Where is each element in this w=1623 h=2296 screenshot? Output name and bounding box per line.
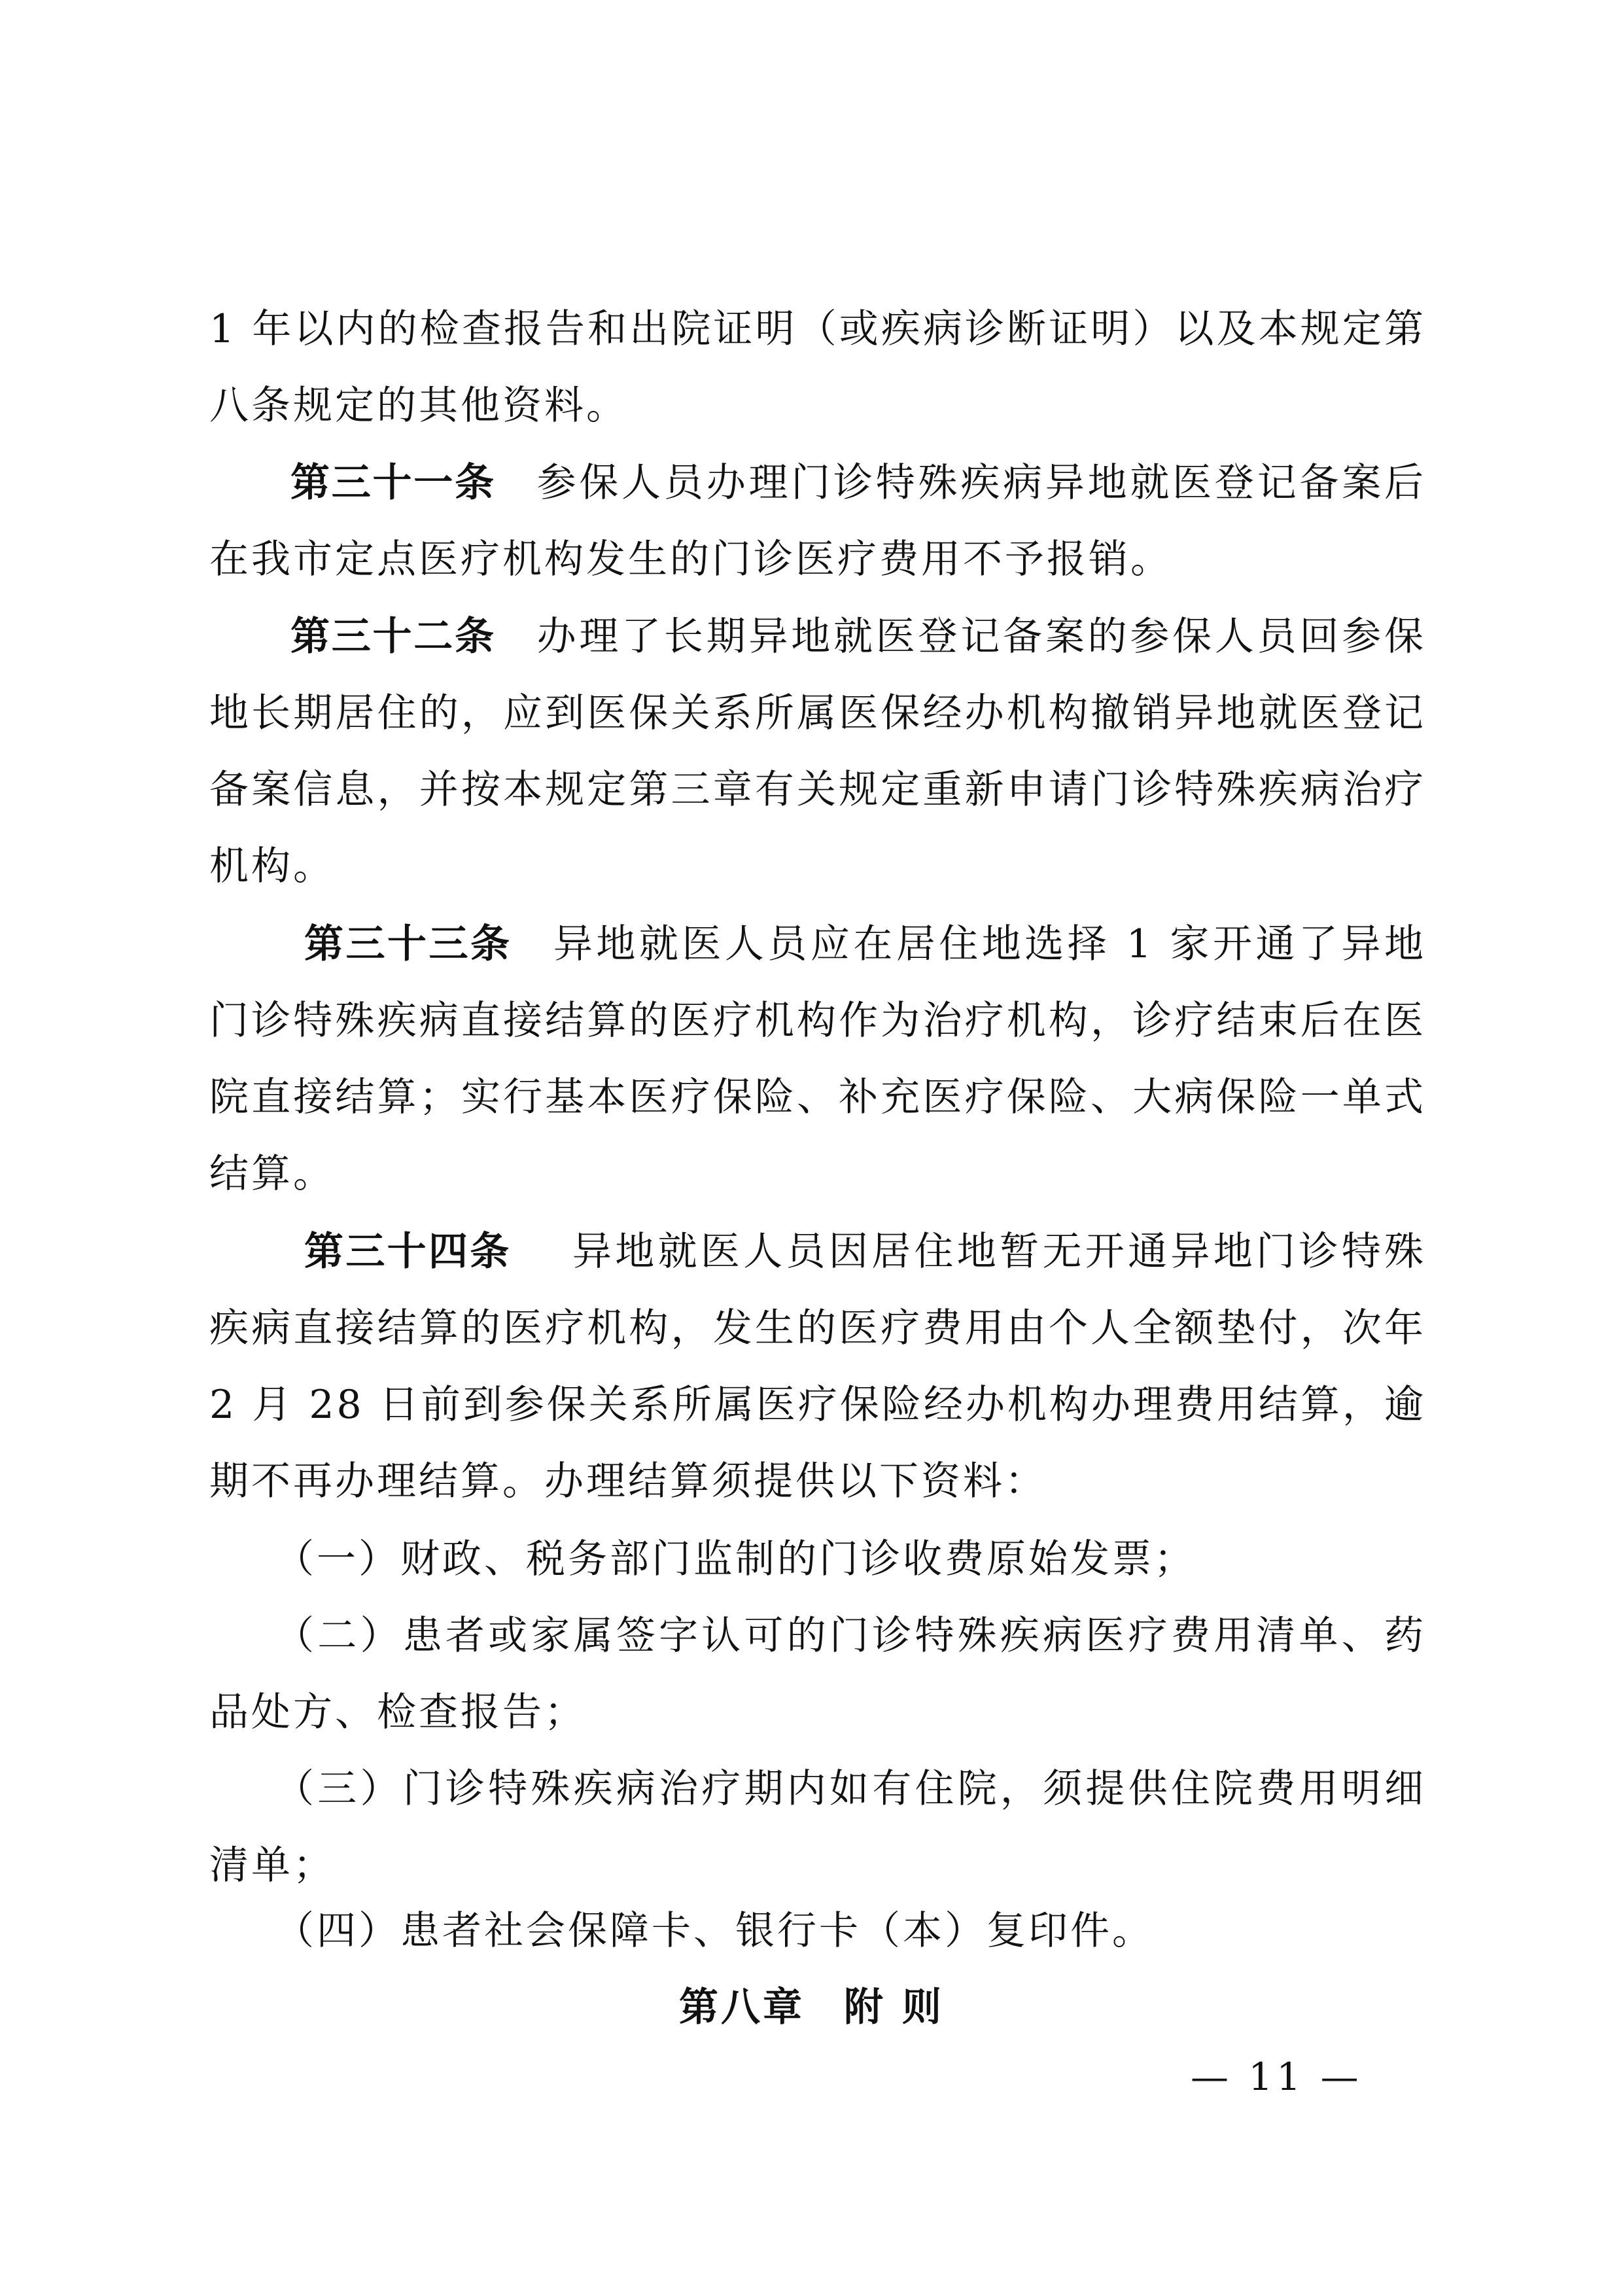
chapter-title: 附 则: [844, 1985, 944, 2030]
list-item-text: （三）门诊特殊疾病治疗期内如有住院，须提供住院费用明细清单；: [209, 1766, 1426, 1888]
list-item-1: [209, 1521, 1426, 1598]
article-text: 办理了长期异地就医登记备案的参保人员回参保地长期居住的，应到医保关系所属医保经办机构撤销异地就医登记备案信息，并按本规定第三章有关规定重新申请门诊特殊疾病治疗机构。: [209, 614, 1427, 889]
article-heading: 第三十四条: [304, 1229, 512, 1275]
article-heading: 第三十二条: [290, 614, 496, 660]
chapter-heading: [0, 1976, 1623, 2032]
article-heading: 第三十三条: [304, 921, 512, 967]
list-item-3: [209, 1751, 1426, 1904]
article-text: 异地就医人员因居住地暂无开通异地门诊特殊疾病直接结算的医疗机构，发生的医疗费用由个人全额垫付，次年 2 月 28 日前到参保关系所属医疗保险经办机构办理费用结算，逾期不再办理结算。办理结算须提供以下资料：: [209, 1229, 1427, 1504]
list-item-text: （二）患者或家属签字认可的门诊特殊疾病医疗费用清单、药品处方、检查报告；: [209, 1613, 1426, 1735]
paragraph-text: 1 年以内的检查报告和出院证明（或疾病诊断证明）以及本规定第八条规定的其他资料。: [209, 306, 1426, 429]
paragraph-continuation: [209, 291, 1426, 444]
list-item-4: [209, 1893, 1426, 1969]
article-31: [209, 445, 1426, 598]
article-33: [209, 906, 1426, 1212]
article-heading: 第三十一条: [290, 460, 496, 506]
article-34: [209, 1214, 1426, 1520]
list-item-text: （四）患者社会保障卡、银行卡（本）复印件。: [275, 1908, 1154, 1954]
page-number: — 11 —: [1191, 2055, 1363, 2099]
article-text: 异地就医人员应在居住地选择 1 家开通了异地门诊特殊疾病直接结算的医疗机构作为治疗机构，诊疗结束后在医院直接结算；实行基本医疗保险、补充医疗保险、大病保险一单式结算。: [209, 921, 1426, 1197]
chapter-number: 第八章: [679, 1985, 805, 2030]
list-item-text: （一）财政、税务部门监制的门诊收费原始发票；: [275, 1536, 1196, 1582]
article-32: [209, 599, 1426, 905]
list-item-2: [209, 1598, 1426, 1751]
article-text: 参保人员办理门诊特殊疾病异地就医登记备案后在我市定点医疗机构发生的门诊医疗费用不予报销。: [209, 460, 1427, 582]
